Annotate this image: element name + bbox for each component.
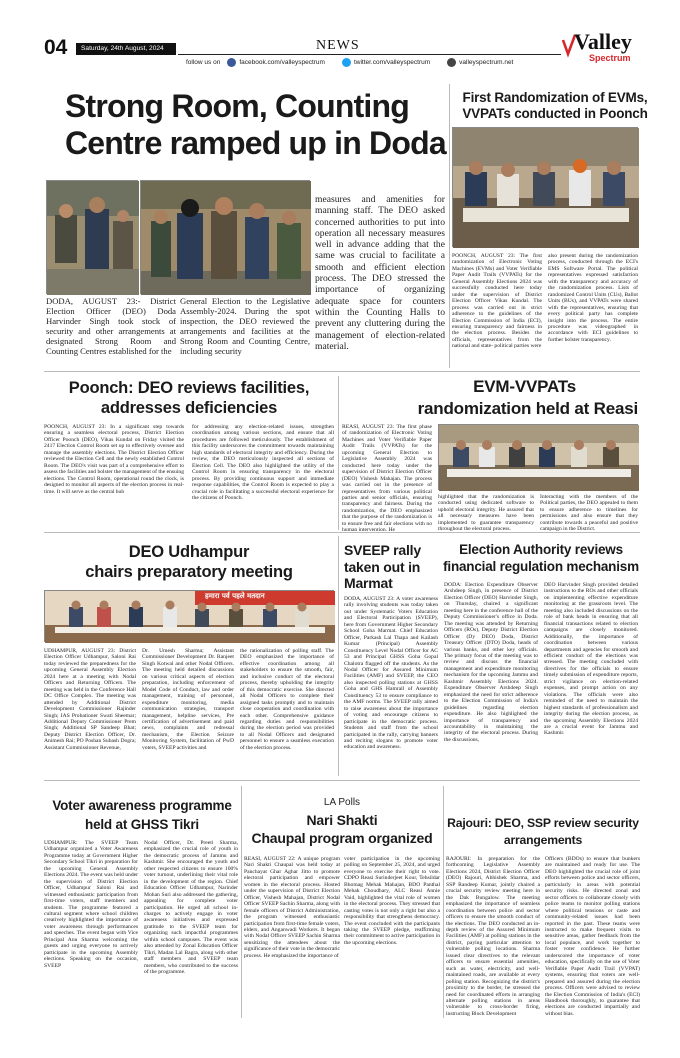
story5-banner: हमारा पर्व पहले मतदान [205, 592, 265, 600]
facebook-icon [227, 58, 236, 67]
story8-col1: UDHAMPUR: The SVEEP Team Udhampur organized a Voter Awareness Programme today at Government Higher Secondary School Tikri in preparation for the upcoming General Assembly Elections 2024. The event was held under the supervision of District Election Officer, Udhampur Saloni Rai and witnessed enthusiastic participation from first-time voters, staff members and students. The programme featured a cultural segment where school children creatively highlighted the importance of voter awareness through performances and speeches. The event began with Vice Principal Anu Sharma welcoming the guests and urging everyone to actively participate in the upcoming Assembly elections. Speaking on the occasion, SVEEP [44, 840, 138, 969]
section-rule [44, 371, 640, 372]
story2-col2: also present during the randomization process, conducted through the ECI's EMS Software Portal. The political representatives expressed satisfaction with the transparency and accuracy of the randomization process. Lists of randomized Control Units (CUs), Ballot Units (BUs), and VVPATs were shared with the representatives, ensuring that every political party has complete insight into the process. The entire procedure was videographed in accordance with ECI guidelines to further bolster transparency. [548, 253, 638, 343]
story3-col1: POONCH, AUGUST 23: In a significant step towards ensuring a seamless electoral process, District Election Officer Poonch (DEO), Vikas Kundal on Friday visited the 2417 Election Control Room set up to effectively oversee and manage the assembly elections. The District Election Officer reviewed the Election Cell and the newly established Control Room. The DEO's visit was part of a comprehensive effort to assess the facilities and bolster the management of the ensuing elections. The Control Room, operational round the clock, is designed to monitor all aspects of the election process in real-time. It will serve as the central hub [44, 424, 184, 495]
story4-col3: Interacting with the members of the Political parties, the DEO appealed to them to ensure adherence to timelines for permissions and also ensure that they contribute towards a peaceful and positive campaign in the District. [540, 494, 638, 533]
social-bar [186, 58, 513, 67]
story10-col2: Officers (BDOs) to ensure that bunkers are maintained and ready for use. The DEO highlighted the crucial role of joint efforts between police and sector officers, particularly in areas with potential security risks. He directed zonal and sector officers to collaborate closely with police teams to monitor polling stations where political tensions or caste and community-related issues had been reported in the past. These teams were instructed to make frequent visits to sensitive areas, gather feedback from the local populace, and work together to foster voter confidence. He further underscored the importance of voter education, specifically on the use of Voter Verifiable Paper Audit Trail (VVPAT) systems, ensuring that voters are well-prepared and assured during the election process. Officers were advised to review the Election Commission of India's (ECI) Handbook thoroughly, to guarantee that elections are conducted impartially and without bias. [545, 856, 640, 1017]
story9-kicker: LA Polls [323, 797, 361, 808]
story7-col1: DODA: Election Expenditure Observer Arshdeep Singh, in presence of District Election Officer (DEO) Harvinder Singh, on Thursday, chaired a significant meeting here in the conference hall of the Deputy Commissioner's office in Doda. The meeting was attended by Returning Officers (ROs), Deputy District Election Officer (Dy DEO) Doda, District Treasury Officer (DTO) Doda, heads of various banks, and other key officials. The primary focus of the meeting was to review and discuss the financial management and expenditure monitoring mechanism for the upcoming Jammu and Kashmir Assembly Elections 2024. Expenditure Observer Arshdeep Singh emphasized the need for strict adherence to the Election Commission of India's guidelines regarding election expenditure. He also highlighted the importance of transparency and accountability in maintaining the integrity of the electoral process. During the discussions, [444, 582, 538, 743]
header-rule [178, 54, 561, 55]
story5-headline: DEO Udhampur chairs preparatory meeting [85, 543, 293, 581]
story1-col1: DODA, AUGUST 23:- District Election Officer (DEO) Doda Harvinder Singh took stock of security and other arrangements at designated Strong Room and Counting Centres established for the [46, 296, 176, 356]
story6-col1: DODA, AUGUST 23: A voter awareness rally involving students was today taken out under Systematic Voters Education and Electoral Participation (SVEEP), here from Government Higher Secondary School Goha Marmat. Chief Education Officer, Parkash Lal Thapa and Kailash Kumar (Principal) Assembly Constituency Level Nodal Officer for AC 53 and Principal GHSS Goha Gopal Chalotra flagged off the students. As the Nodal Officer for Assured Minimum Facilities (AMF) and SVEEP, the CEO also inspected polling stations at GHSS Goha and GHS Hamrall of Assembly Constituency 53 to ensure compliance to the AMF norms. The SVEEP rally aimed to raise awareness about the importance of voting and encourage citizens to participate in the democratic process. Students and staff from the school participated in the rally, carrying banners and reciting slogans to promote voter education and awareness. [344, 596, 438, 751]
story7-col2: DEO Harvinder Singh provided detailed instructions to the ROs and other officials on implementing effective expenditure monitoring at the grassroots level. The meeting also included discussions on the role of bank heads in ensuring that all financial transactions related to election campaigns are closely monitored. Additionally, the importance of coordination between various departments and agencies for smooth and efficient conduct of the elections was stressed. The meeting concluded with directives for the officials to ensure timely submission of expenditure reports, strict vigilance on election-related expenses, and prompt action on any violations. The officials were also reminded of the need to maintain the highest standards of professionalism and integrity during the election process, as the upcoming Assembly Elections 2024 are a crucial event for Jammu and Kashmir. [544, 582, 638, 737]
story1-col3: measures and amenities for manning staff. The DEO asked concerned authorities to put into operation all necessary measures well in advance adding that the same was crucial to facilitate a smooth and efficient election process. The DEO stressed the importance of organizing adequate space for counters within the Counting Halls to prevent any cluttering during the management of election-related material. [315, 194, 445, 352]
facebook-link[interactable]: facebook.com/valleyspectrum [239, 59, 325, 66]
story4-col2: highlighted that the randomization is conducted using dedicated software to uphold electoral integrity. He assured that all necessary measures have been implemented to guarantee transparency throughout the electoral process. [438, 494, 534, 533]
story5-photo [44, 590, 334, 642]
story9-headline: Nari Shakti Chaupal program organized [251, 812, 433, 846]
logo [562, 30, 652, 70]
col-divider [449, 84, 450, 368]
story9-col1: REASI, AUGUST 22: A unique program Nari Shakti Chaupal was held today at Panchayat Ghar Aghar Jitto to promote electoral participation and empower women in the electoral process. Hosted under the supervision of District Election Officer, Vishesh Mahajan, District Nodal Officer SVEEP Sachin Sharma, along with female officers of District Administration, the program witnessed enthusiastic participation from first-time female voters, elders, and Anganwadi Workers. It began with Nodal Officer SVEEP Sachin Sharma sensitizing the attendees about the significance of their vote in the democratic process. He emphasized the importance of [244, 856, 341, 959]
section-rule-3 [44, 780, 640, 781]
story9-col2: voter participation in the upcoming polling on September 25, 2024, and urged everyone to exercise their right to vote. CDPO Reasi Surinderjeet Kour, Tehsildar Bhomag Mehak Mahajan, BDO Panthal Mehak Choudhary, ALC Reasi Annie Vaid, highlighted the vital role of women in the electoral process. They stressed that casting votes is not only a right but also a responsibility that strengthens democracy. The event concluded with the participants taking the SVEEP pledge, reaffirming their commitment to active participation in the upcoming elections. [344, 856, 440, 946]
story8-headline: Voter awareness programme held at GHSS Tikri [52, 798, 232, 832]
logo-subtitle: Spectrum [589, 53, 631, 63]
story10-headline: Rajouri: DEO, SSP review security arrangements [447, 816, 639, 847]
col-divider-3 [338, 536, 339, 776]
story3-headline: Poonch: DEO reviews facilities, addresses deficiencies [68, 379, 310, 417]
twitter-link[interactable]: twitter.com/valleyspectrum [353, 59, 431, 66]
globe-icon [447, 58, 456, 67]
twitter-icon [342, 58, 351, 67]
col-divider-5 [443, 786, 444, 1018]
story2-photo [452, 127, 638, 247]
story4-col1: REASI, AUGUST 23: The first phase of randomization of Electronic Voting Machines and Voter Verifiable Paper Audit Trails (VVPATs) for the upcoming General Election to Legislative Assembly 2024 was conducted here today under the supervision of District Election Officer (DEO) Vishesh Mahajan. The process was carried out in the presence of representatives from various political parties and senior officials, ensuring transparency and fairness. During the randomization, the DEO emphasized that the purpose of the randomization is to ensure free and fair elections with no human intervention. He [342, 424, 432, 534]
story4-photo [438, 424, 638, 490]
col-divider-4 [241, 786, 242, 1018]
story1-photo-main [140, 180, 310, 294]
story7-headline: Election Authority reviews financial regulation mechanism [443, 542, 639, 574]
story8-col2: Nodal Officer, Dr. Preeti Sharma, emphasized the crucial role of youth in the democratic process of Jammu and Kashmir. She encouraged the youth and other respected citizens to ensure 100% voter turnout, underlining their vital role in the development of the region. Chief Education Officer Udhampur, Narinder Mohan Suri also addressed the gathering, appealing for complete voter participation. He urged all school in-charges to actively engage in voter awareness initiatives and expressed gratitude to the SVEEP team for organizing such impactful programmes within school campuses. The event was also attended by Zonal Education Officer Tikri, Madan Lal Bagra, along with other staff members and SVEEP team members, who contributed to the success of the programme. [144, 840, 238, 976]
story4-headline: EVM-VVPATs randomization held at Reasi [417, 377, 638, 418]
story10-col1: RAJOURI: In preparation for the forthcoming Legislative Assembly Elections 2024, District Election Officer (DEO) Rajouri, Abhishek Sharma, and SSP Randeep Kumar, jointly chaired a crucial security review meeting here in the Dak Bungalow. The meeting emphasized the importance of seamless coordination between police and sector officers to ensure the smooth conduct of the elections. The DEO conducted an in-depth review of the Assured Minimum Facilities (AMF) at polling stations in the district, paying particular attention to vulnerable polling locations. Sharma issued clear directives to the relevant officers to ensure essential amenities, such as water, electricity, and well-maintained roads, are available at every polling station. Recognizing the district's proximity to the border, he stressed the need for coordinated efforts in arranging alternate polling stations in areas vulnerable to cross-border firing, instructing Block Development [446, 856, 540, 1017]
story5-col1: UDHAMPUR, AUGUST 23: District Election Officer Udhampur, Saloni Rai today reviewed the preparedness for the upcoming General Assembly Election 2024 here at a meeting with Nodal Officers and Returning Officers. The meeting was held in the Conference Hall DC Office Complex. The meeting was attended by Additional District Development Commissioner Rajinder Singh; IAS Probationer Swati Sheemar; Additional Deputy Commissioner Prem Singh; Additional SP Sandeep Bhat; Deputy District Election Officer, Dr. Animesh Rai; PO Poshan Subash Dogra; Assistant Commissioner Revenue, [44, 648, 136, 751]
story1-headline: Strong Room, Counting Centre ramped up in Doda [65, 88, 446, 161]
story2-headline: First Randomization of EVMs, VVPATs conducted in Poonch [462, 90, 648, 121]
story1-col2: General Election to the Legislative Assembly-2024. During the spot inspection, the DEO reviewed the arrangements and facilities at the Strong Room and Counting Centre, including security [180, 296, 310, 356]
section-title: NEWS [316, 38, 360, 53]
website-link[interactable]: valleyspectrum.net [459, 59, 514, 66]
story5-col3: the rationalization of polling staff. The DEO emphasized the importance of effective coordination among all stakeholders to ensure the smooth, fair, and inclusive conduct of the electoral process, thereby upholding the integrity of this democratic exercise. She directed all Nodal Officers to complete their assigned tasks promptly and to maintain close cooperation and coordination with each other. Comprehensive guidance regarding duties and responsibilities during the election period was provided to all Nodal Officers and designated personnel to ensure a seamless execution of the election process. [240, 648, 334, 751]
story1-photo-left [46, 180, 138, 294]
date-bar [76, 43, 176, 55]
follow-label: follow us on [186, 59, 221, 66]
section-rule-2 [44, 532, 640, 533]
issue-date: Saturday, 24th August, 2024 [81, 45, 164, 52]
page-header [0, 0, 680, 72]
story2-col1: POONCH, AUGUST 23: The first randomization of Electronic Voting Machines (EVMs) and Voter Verifiable Paper Audit Trails (VVPATs) for the General Assembly Elections 2024 was successfully conducted here today under the supervision of District Election Officer Vikas Kundal. The process was carried out in strict adherence to the guidelines of the Election Commission of India (ECI), ensuring transparency and fairness in the election process. Besides the officials, representatives from the national and state- political parties were [452, 253, 542, 350]
logo-title: Valley [574, 29, 632, 54]
page-number: 04 [44, 36, 68, 59]
col-divider-2 [338, 376, 339, 530]
story5-col2: Dr. Umesh Sharma; Assistant Commissioner Development Dr. Ranjeet Singh Kotwal and other Nodal Officers. The meeting held detailed discussions on various critical aspects of election preparation, including enforcement of Model Code of Conduct, law and order management, training of personnel, expenditure monitoring, media communication strategies, transport management, helpline services, Pre certification of advertisement and paid news, complaints and redressal mechanism, the Election Seizure Monitoring System, facilitation of PwD voters, SVEEP activities and [142, 648, 234, 751]
story6-headline: SVEEP rally taken out in Marmat [344, 542, 421, 591]
story3-col2: for addressing any election-related issues, strengthen coordination among various sections, and ensure that all procedures are followed meticulously. The establishment of this facility underscores the commitment towards maintaining high standards of electoral integrity and efficiency. During the review, the DEO meticulously inspected all sections of Election Cell. The DEO also highlighted the utility of the Control Room in ensuring transparency in the electoral process. By providing continuous support and immediate response capabilities, the Control Room is expected to play a crucial role in facilitating a successful electoral experience for the citizens of Poonch. [192, 424, 334, 501]
